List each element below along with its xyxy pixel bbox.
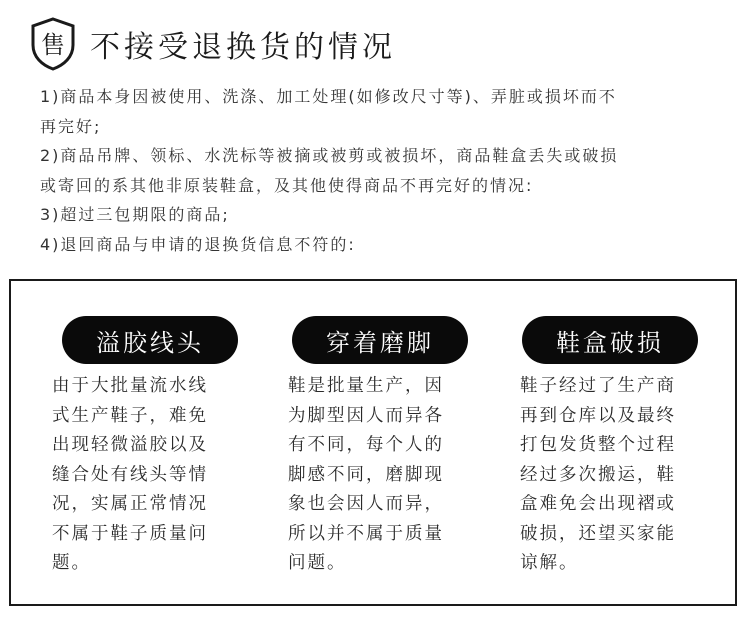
page-title: 不接受退换货的情况: [90, 30, 396, 65]
rule-line: 再完好;: [40, 116, 102, 136]
svg-text:售: 售: [41, 31, 65, 59]
card-text: 由于大批量流水线 式生产鞋子，难免 出现轻微溢胶以及 缝合处有线头等情 况，实属正常情况 不属于鞋子质量问 题。: [52, 376, 208, 573]
card-tag: 溢胶线头: [62, 316, 238, 364]
rule-line: 1)商品本身因被使用、洗涤、加工处理(如修改尺寸等)、弄脏或损坏而不: [40, 87, 617, 106]
rule-line: 或寄回的系其他非原装鞋盒，及其他使得商品不再完好的情况:: [40, 175, 534, 195]
card-tag: 穿着磨脚: [292, 316, 468, 364]
card-foot-rub: [288, 316, 478, 579]
rule-line: 2)商品吊牌、领标、水洗标等被摘或被剪或被损坏，商品鞋盒丢失或破损: [40, 146, 619, 165]
card-box-damage: [520, 316, 710, 579]
rule-line: 4)退回商品与申请的退换货信息不符的:: [40, 234, 356, 254]
rule-line: 3)超过三包期限的商品;: [40, 205, 230, 224]
page-header: [30, 16, 396, 72]
card-tag: 鞋盒破损: [522, 316, 698, 364]
card-text: 鞋是批量生产，因 为脚型因人而异各 有不同，每个人的 脚感不同，磨脚现 象也会因人而异， 所以并不属于质量 问题。: [288, 376, 444, 573]
card-text: 鞋子经过了生产商 再到仓库以及最终 打包发货整个过程 经过多次搬运，鞋 盒难免会出现褶或 破损，还望买家能 谅解。: [520, 376, 676, 573]
shield-sale-icon: [30, 17, 76, 71]
notice-panel: [9, 279, 737, 606]
card-glue-thread: [52, 316, 242, 579]
rules-list: [40, 82, 740, 259]
